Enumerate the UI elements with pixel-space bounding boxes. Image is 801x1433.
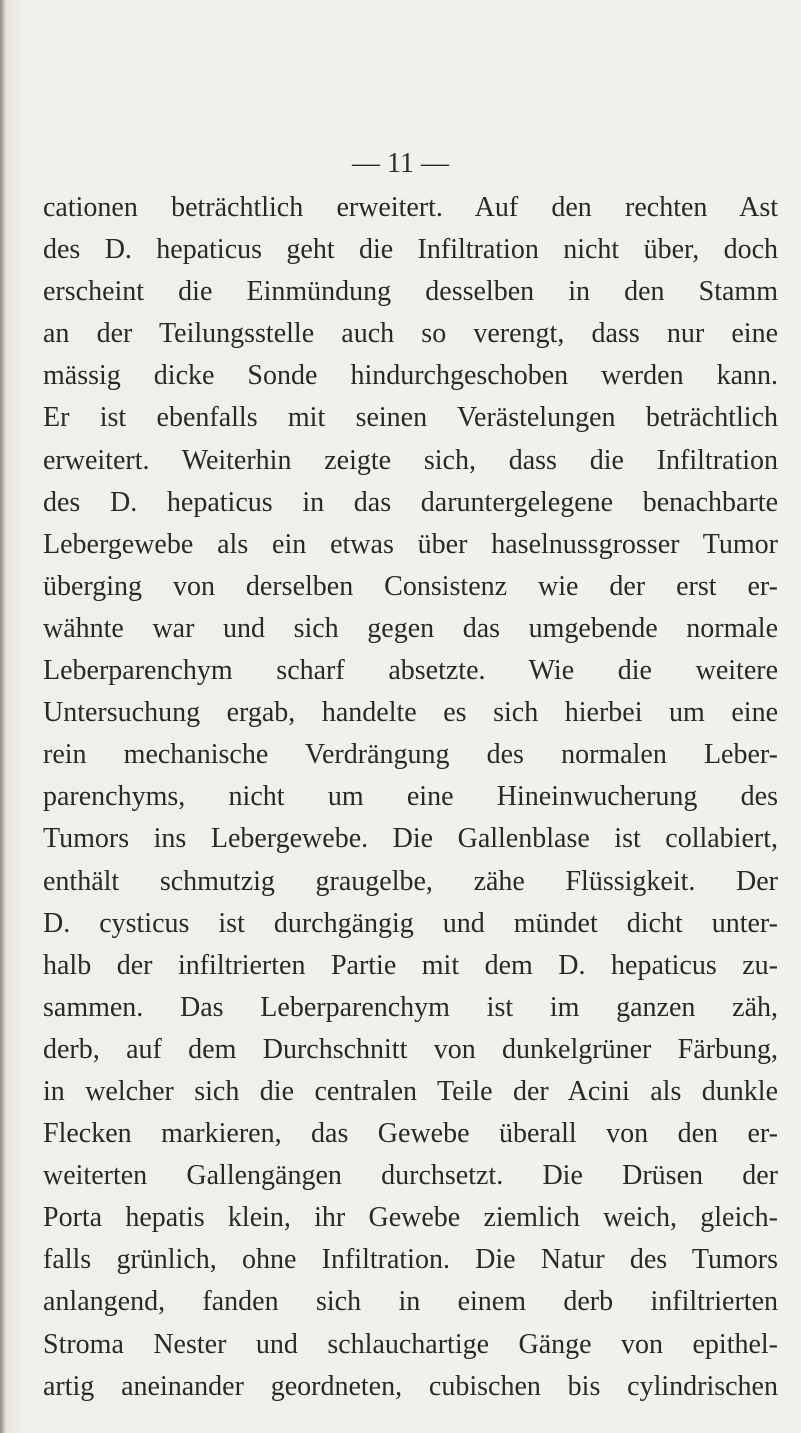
text-line: sammen. Das Leberparenchym ist im ganzen zäh, [43,991,778,1023]
text-line: enthält schmutzig graugelbe, zähe Flüssigkeit. Der [43,865,778,897]
text-line: an der Teilungsstelle auch so verengt, dass nur eine [43,318,778,350]
text-line: Er ist ebenfalls mit seinen Verästelungen beträchtlich [43,402,778,434]
text-line: erweitert. Weiterhin zeigte sich, dass die Infiltration [43,444,778,476]
text-line: cationen beträchtlich erweitert. Auf den rechten Ast [43,192,778,223]
text-line: derb, auf dem Durchschnitt von dunkelgrüner Färbung, [43,1033,778,1065]
text-line: Untersuchung ergab, handelte es sich hierbei um eine [43,697,778,729]
text-line: des D. hepaticus geht die Infiltration nicht über, doch [43,234,778,266]
text-line: parenchyms, nicht um eine Hineinwucherung des [43,781,778,813]
text-line: rein mechanische Verdrängung des normalen Leber- [43,739,778,771]
text-line: Porta hepatis klein, ihr Gewebe ziemlich weich, gleich- [43,1202,778,1234]
page-binding-edge [0,0,6,1433]
text-line: weiterten Gallengängen durchsetzt. Die Drüsen der [43,1160,778,1192]
text-line: Stroma Nester und schlauchartige Gänge von epithel- [43,1328,778,1360]
text-line: Tumors ins Lebergewebe. Die Gallenblase ist collabiert, [43,823,778,855]
text-line: Flecken markieren, das Gewebe überall von den er- [43,1118,778,1150]
text-line: wähnte war und sich gegen das umgebende normale [43,612,778,644]
text-line: anlangend, fanden sich in einem derb infiltrierten [43,1286,778,1318]
text-line: Leberparenchym scharf absetzte. Wie die weitere [43,655,778,687]
text-line: D. cysticus ist durchgängig und mündet dicht unter- [43,907,778,939]
text-line: des D. hepaticus in das daruntergelegene benachbarte [43,486,778,518]
page-number: — 11 — [352,148,449,179]
text-line: überging von derselben Consistenz wie der erst er- [43,570,778,602]
body-text [43,187,778,1408]
text-line: erscheint die Einmündung desselben in den Stamm [43,276,778,308]
text-line: halb der infiltrierten Partie mit dem D. hepaticus zu- [43,949,778,981]
text-line: in welcher sich die centralen Teile der Acini als dunkle [43,1075,778,1107]
text-line: mässig dicke Sonde hindurchgeschoben werden kann. [43,360,778,392]
text-line: falls grünlich, ohne Infiltration. Die Natur des Tumors [43,1244,778,1276]
text-line: artig aneinander geordneten, cubischen bis cylindrischen [43,1370,778,1402]
text-line: Lebergewebe als ein etwas über haselnussgrosser Tumor [43,528,778,560]
